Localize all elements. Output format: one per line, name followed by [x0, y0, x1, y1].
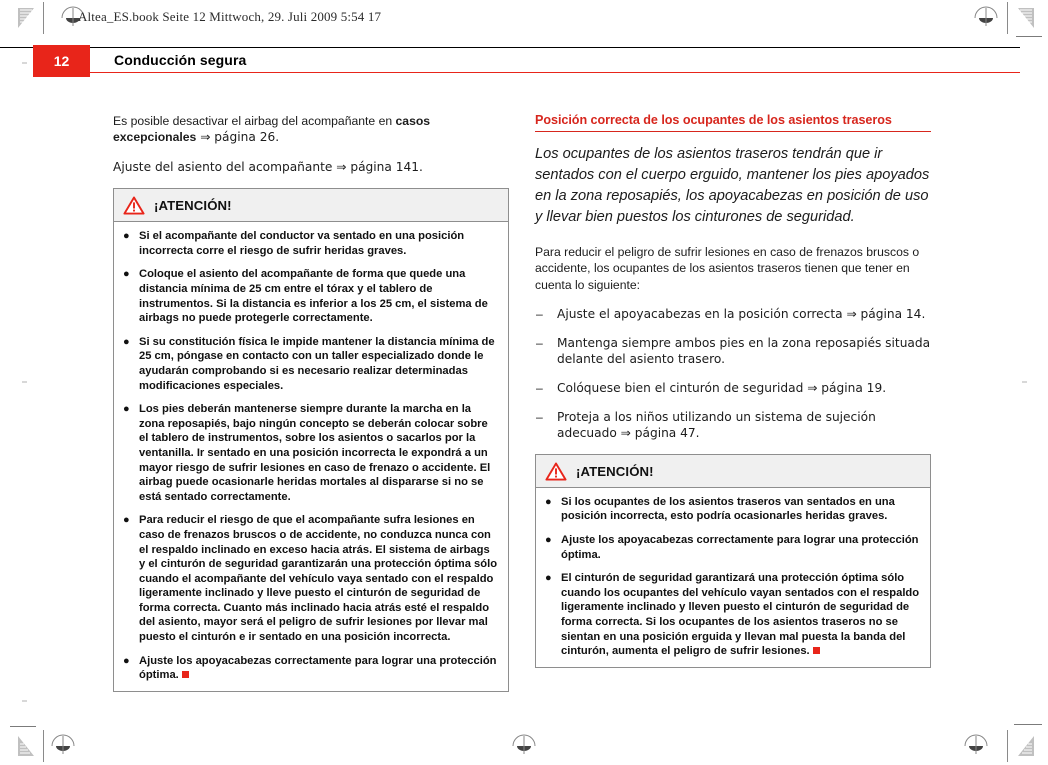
print-divider-rule — [1007, 2, 1008, 34]
margin-tick-mark — [22, 700, 27, 702]
margin-tick-mark — [1022, 381, 1027, 383]
header-red-rule — [33, 72, 1020, 73]
header-black-rule — [0, 47, 1020, 48]
list-item — [535, 335, 931, 368]
list-item — [535, 306, 931, 323]
warning-item-text: Para reducir el riesgo de que el acompañante sufra lesiones en caso de frenazos bruscos o de accidente, no conduzca nunca con el respaldo inclinado en exceso hacia atrás. El sistema de airbags y el cinturón de seguridad garantizarán una protección óptima sólo cuando el acompañante del vehículo vaya sentado con el respaldo ligeramente inclinado y lleve puesto el cinturón de seguridad de forma correcta. Cuanto más inclinado hacia atrás esté el respaldo del asiento, mayor será el peligro de sufrir lesiones por llevar mal puesto el cinturón e ir sentado en una posición incorrecta. — [139, 514, 498, 644]
warning-box-body — [114, 222, 508, 691]
list-item — [535, 409, 931, 442]
end-of-section-mark — [182, 671, 189, 678]
registration-umbrella-icon — [963, 734, 989, 756]
dash-bullet-icon: – — [536, 409, 543, 424]
corner-fan-mark-icon — [1016, 7, 1036, 29]
book-file-info: Altea_ES.book Seite 12 Mittwoch, 29. Juli 2009 5:54 17 — [78, 9, 382, 24]
page-number: 12 — [53, 53, 70, 69]
warning-item-text: Si el acompañante del conductor va sentado en una posición incorrecta corre el riesgo de sufrir heridas graves. — [139, 230, 465, 257]
warning-item — [545, 533, 921, 562]
bullet-icon: ● — [123, 335, 130, 348]
right-column — [535, 113, 931, 668]
chapter-title: Conducción segura — [114, 52, 247, 68]
warning-item-text: Si su constitución física le impide mantener la distancia mínima de 25 cm, póngase en contacto con un taller especializado donde le ayudarán comprobando si es necesario realizar determinadas modificaciones especiales. — [139, 335, 495, 392]
print-registration-bar — [0, 0, 1048, 36]
bullet-icon: ● — [545, 572, 552, 585]
warning-item-text: Ajuste los apoyacabezas correctamente para lograr una protección óptima. — [561, 533, 919, 561]
section-heading: Posición correcta de los ocupantes de los asientos traseros — [535, 113, 931, 132]
warning-item — [123, 402, 499, 504]
paragraph — [113, 159, 509, 175]
warning-item-text: Ajuste los apoyacabezas correctamente para lograr una protección óptima. — [139, 654, 497, 682]
warning-triangle-icon — [545, 462, 567, 481]
dash-bullet-icon: – — [536, 335, 543, 350]
print-divider-rule — [43, 730, 44, 762]
warning-item — [123, 229, 499, 258]
paragraph-text-bold: casos excepcionales — [113, 114, 431, 145]
paragraph-text: Ajuste del asiento del acompañante ⇒ página 141. — [113, 159, 423, 174]
paragraph-text-pre: Es posible desactivar el airbag del acompañante en — [113, 114, 396, 128]
registration-umbrella-icon — [50, 734, 76, 756]
warning-item-text: Los pies deberán mantenerse siempre durante la marcha en la zona reposapiés, bajo ningún concepto se deberán colocar sobre el tablero de instrumentos, sobre los asientos o sacarlos por la ventanilla. Ir sentado en una posición incorrecta le expondrá a un mayor riesgo de sufrir lesiones en caso de frenazo o accidente. El airbag puede ocasionarle heridas mortales al dispararse si no se está sentado correctamente. — [139, 403, 491, 503]
crop-mark — [10, 726, 36, 727]
crop-mark — [1014, 724, 1042, 725]
bullet-icon: ● — [123, 654, 130, 667]
dash-bullet-icon: – — [536, 381, 543, 395]
paragraph-text-post: ⇒ página 26. — [196, 130, 280, 145]
warning-item — [545, 571, 921, 659]
warning-box-right — [535, 454, 931, 668]
warning-item — [545, 495, 921, 524]
list-item-text: Proteja a los niños utilizando un sistema de sujeción adecuado ⇒ página 47. — [557, 409, 876, 441]
warning-item-text: El cinturón de seguridad garantizará una protección óptima sólo cuando los ocupantes del vehículo vayan sentados con el respaldo ligeramente inclinado y lleven puesto el cinturón de seguridad de forma correcta. Si los ocupantes de los asientos traseros no se sientan en una posición erguida y llevan mal puesta la banda del cinturón, aumenta el peligro de sufrir lesiones. — [561, 572, 920, 658]
intro-italic-text: Los ocupantes de los asientos traseros tendrán que ir sentados con el cuerpo erguido, mantener los pies apoyados en la zona reposapiés, los apoyacabezas en posición de uso y llevar bien puestos los cinturones de seguridad. — [535, 146, 930, 225]
list-item-text: Colóquese bien el cinturón de seguridad ⇒ página 19. — [557, 381, 887, 395]
corner-fan-mark-icon — [16, 7, 36, 29]
bullet-icon: ● — [123, 403, 130, 416]
list-item-text: Ajuste el apoyacabezas en la posición correcta ⇒ página 14. — [557, 307, 926, 322]
crop-mark — [1016, 36, 1042, 37]
margin-tick-mark — [22, 62, 27, 64]
warning-item — [123, 267, 499, 325]
warning-box-header — [114, 189, 508, 222]
bullet-icon: ● — [545, 495, 552, 508]
bullet-icon: ● — [123, 514, 130, 527]
warning-item-text: Coloque el asiento del acompañante de forma que quede una distancia mínima de 25 cm entre el tórax y el tablero de instrumentos. Si la distancia es inferior a los 25 cm, el sistema de airbags no puede protegerle correctamente. — [139, 268, 488, 325]
dash-bullet-icon: – — [536, 307, 543, 322]
warning-item — [123, 513, 499, 644]
list-item-text: Mantenga siempre ambos pies en la zona reposapiés situada delante del asiento trasero. — [557, 335, 931, 367]
left-column — [113, 113, 509, 692]
corner-fan-mark-icon — [16, 735, 36, 757]
warning-triangle-icon — [123, 196, 145, 215]
warning-title: ¡ATENCIÓN! — [576, 463, 654, 479]
bullet-icon: ● — [123, 268, 130, 281]
list-item — [535, 380, 931, 397]
registration-umbrella-icon — [973, 6, 999, 28]
paragraph: Para reducir el peligro de sufrir lesiones en caso de frenazos bruscos o accidente, los ocupantes de los asientos traseros tienen que tener en cuenta lo siguiente: — [535, 245, 920, 292]
margin-tick-mark — [22, 381, 27, 383]
registration-umbrella-icon — [511, 734, 537, 756]
warning-item — [123, 654, 499, 683]
print-divider-rule — [1007, 730, 1008, 762]
warning-box-body — [536, 488, 930, 667]
corner-fan-mark-icon — [1016, 735, 1036, 757]
warning-item-text: Si los ocupantes de los asientos traseros van sentados en una posición incorrecta, esto podría ocasionarles heridas graves. — [561, 495, 895, 523]
paragraph — [113, 113, 509, 146]
bullet-icon: ● — [545, 533, 552, 546]
warning-box-header — [536, 455, 930, 488]
print-divider-rule — [43, 2, 44, 34]
dash-list — [535, 306, 931, 442]
warning-box-left — [113, 188, 509, 692]
end-of-section-mark — [813, 647, 820, 654]
warning-title: ¡ATENCIÓN! — [154, 198, 232, 214]
bullet-icon: ● — [123, 230, 130, 243]
warning-item — [123, 335, 499, 393]
